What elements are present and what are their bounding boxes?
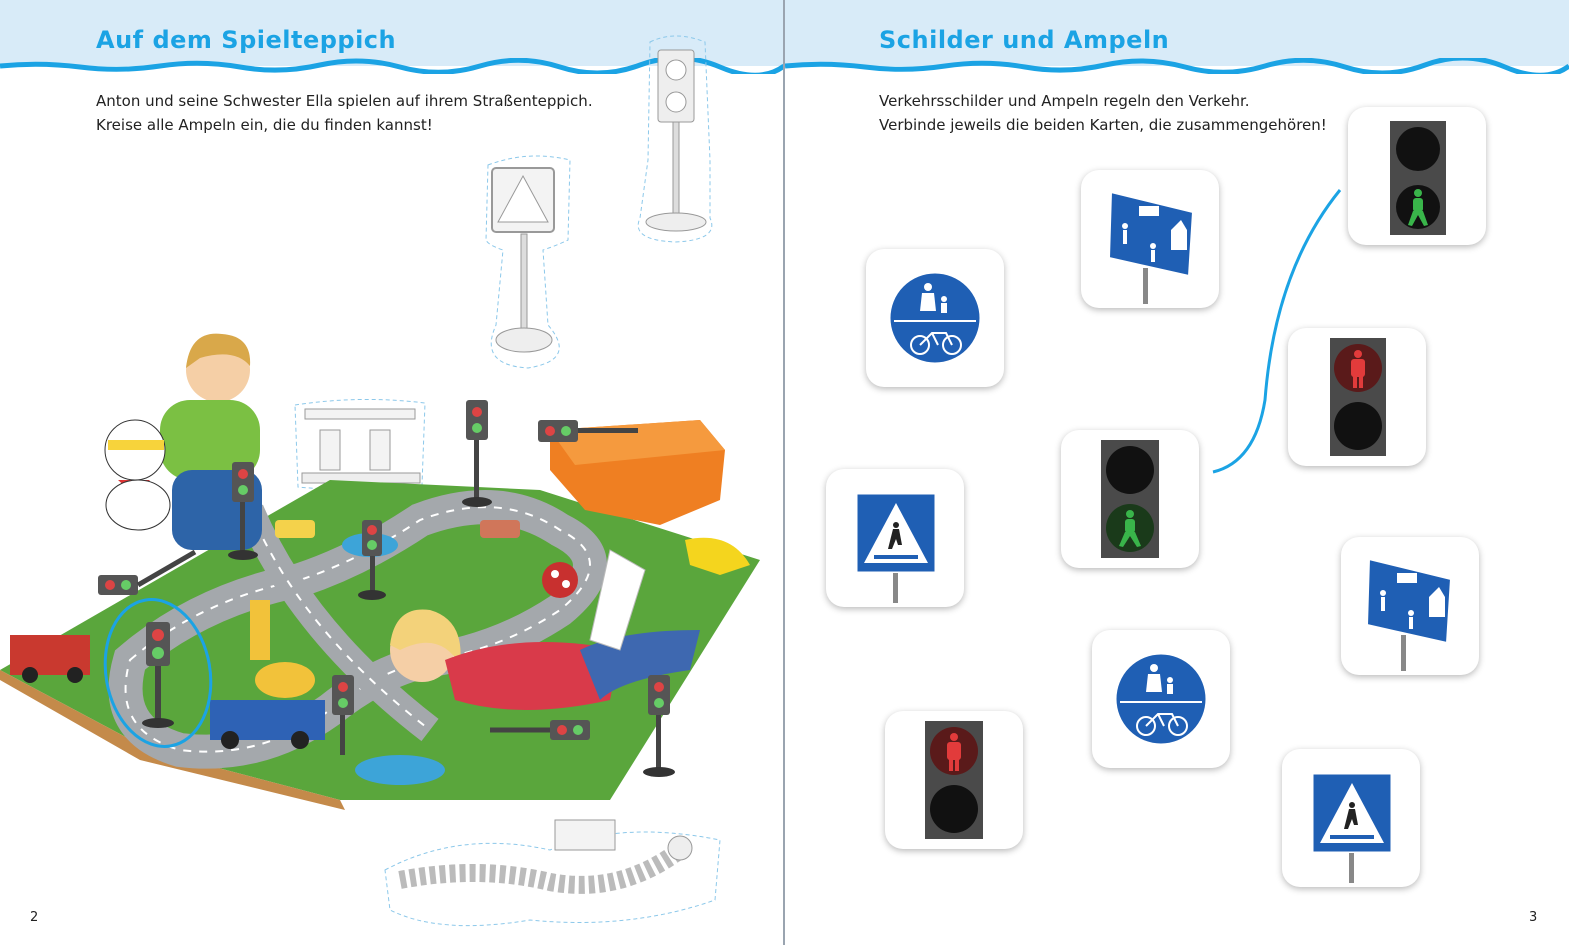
crosswalk-sign-icon: [826, 469, 964, 607]
play-street-sign-icon: [1341, 537, 1479, 675]
right-page: [785, 0, 1569, 945]
play-mat-illustration: [0, 330, 784, 830]
play-street-sign-icon: [1081, 170, 1219, 308]
red-pedestrian-light-icon: [885, 711, 1023, 849]
red-pedestrian-light-icon: [1288, 328, 1426, 466]
crosswalk-sign-icon: [1282, 749, 1420, 887]
left-page: [0, 0, 784, 945]
matching-card-play-street[interactable]: [1081, 170, 1219, 308]
page-title: Schilder und Ampeln: [879, 26, 1170, 54]
instruction-line: Verkehrsschilder und Ampeln regeln den Verkehr.: [879, 92, 1250, 110]
matching-card-play-street[interactable]: [1341, 537, 1479, 675]
shared-path-sign-icon: [1092, 630, 1230, 768]
instruction-line: Kreise alle Ampeln ein, die du finden kannst!: [96, 116, 433, 134]
matching-card-traffic-light-red[interactable]: [885, 711, 1023, 849]
instruction-line: Verbinde jeweils die beiden Karten, die zusammengehören!: [879, 116, 1327, 134]
green-pedestrian-light-icon: [1061, 430, 1199, 568]
matching-card-crosswalk[interactable]: [826, 469, 964, 607]
page-number: 2: [30, 910, 39, 925]
matching-card-shared-path[interactable]: [1092, 630, 1230, 768]
matching-card-traffic-light-green[interactable]: [1348, 107, 1486, 245]
matching-card-shared-path[interactable]: [866, 249, 1004, 387]
matching-card-crosswalk[interactable]: [1282, 749, 1420, 887]
shared-path-sign-icon: [866, 249, 1004, 387]
green-pedestrian-light-icon: [1348, 107, 1486, 245]
matching-card-traffic-light-red[interactable]: [1288, 328, 1426, 466]
instructions: [96, 89, 593, 137]
traffic-light-sticker-outline: [630, 30, 720, 245]
page-title: Auf dem Spielteppich: [96, 26, 397, 54]
page-number: 3: [1529, 910, 1538, 925]
instruction-line: Anton und seine Schwester Ella spielen auf ihrem Straßenteppich.: [96, 92, 593, 110]
matching-card-traffic-light-green[interactable]: [1061, 430, 1199, 568]
